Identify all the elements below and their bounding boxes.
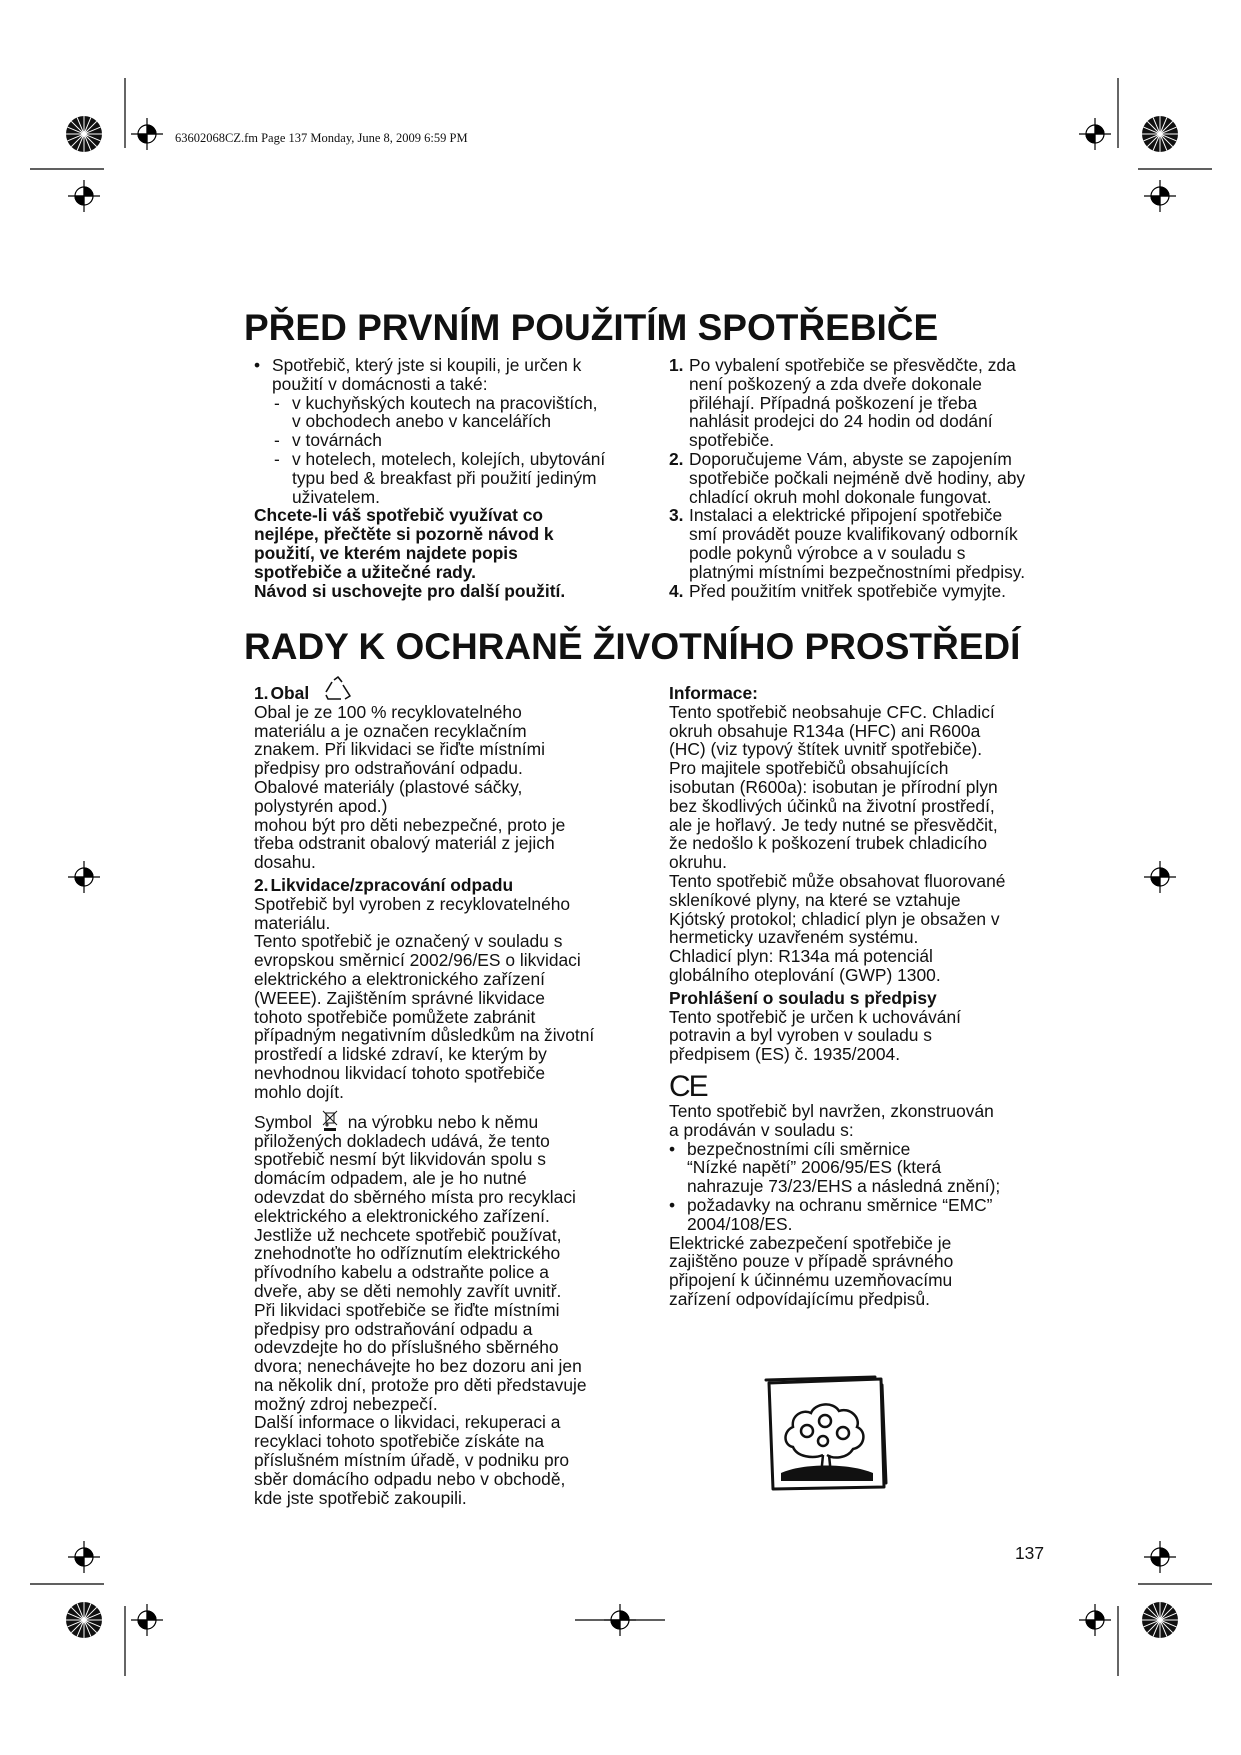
text-line: Tento spotřebič je určen k uchovávání bbox=[669, 1006, 961, 1027]
heading-number: 2. bbox=[254, 874, 269, 895]
bullet-marker: • bbox=[254, 355, 261, 375]
text-line: Po vybalení spotřebiče se přesvědčte, zda bbox=[689, 355, 1016, 375]
numbered-item bbox=[669, 356, 1069, 450]
text-line: Chladicí plyn: R134a má potenciál bbox=[669, 946, 933, 967]
text-line: Obal je ze 100 % recyklovatelného bbox=[254, 701, 522, 722]
electrical-safety-paragraph bbox=[669, 1234, 1069, 1309]
bullet-marker: • bbox=[669, 1138, 676, 1159]
text-line: podle pokynů výrobce a v souladu s bbox=[689, 542, 966, 563]
section-title-before-first-use: PŘED PRVNÍM POUŽITÍM SPOTŘEBIČE bbox=[244, 307, 939, 348]
section2-left-column bbox=[254, 684, 634, 1507]
text-line: nahlásit prodejci do 24 hodin od dodání bbox=[689, 411, 993, 432]
text-line: polystyrén apod.) bbox=[254, 795, 388, 816]
text-line: Jestliže už nechcete spotřebič používat, bbox=[254, 1224, 562, 1245]
text-line: Instalaci a elektrické připojení spotřebiče bbox=[689, 505, 1003, 526]
dash-item bbox=[254, 431, 634, 450]
numbered-item bbox=[669, 506, 1069, 581]
bullet-marker: • bbox=[669, 1194, 676, 1215]
text-line: domácím odpadem, ale je ho nutné bbox=[254, 1168, 527, 1189]
text-line: dvora; nenechávejte ho bez dozoru ani jen bbox=[254, 1356, 582, 1377]
text-line: globálního oteplování (GWP) 1300. bbox=[669, 964, 941, 985]
numbered-item bbox=[669, 450, 1069, 506]
text-line: Před použitím vnitřek spotřebiče vymyjte. bbox=[689, 580, 1007, 601]
text-line: skleníkové plyny, na které se vztahuje bbox=[669, 889, 961, 910]
text-line: Další informace o likvidaci, rekuperaci a bbox=[254, 1412, 561, 1433]
text-line: že nedošlo k poškození trubek chladicího bbox=[669, 833, 988, 854]
packaging-heading bbox=[254, 684, 634, 703]
text-line: použití, ve kterém najdete popis bbox=[254, 542, 518, 563]
item-number: 1. bbox=[669, 355, 684, 375]
text-line: Tento spotřebič je označený v souladu s bbox=[254, 931, 563, 952]
declaration-heading: Prohlášení o souladu s předpisy bbox=[669, 987, 937, 1008]
text-line: Spotřebič, který jste si koupili, je určen k bbox=[272, 355, 582, 375]
text-line: v obchodech anebo v kancelářích bbox=[292, 411, 552, 432]
text-line: přiléhají. Případná poškození je třeba bbox=[689, 392, 978, 413]
text-line: ale je hořlavý. Je tedy nutné se přesvědčit, bbox=[669, 814, 998, 835]
crossed-bin-icon bbox=[321, 1110, 339, 1132]
text-line: nejlépe, přečtěte si pozorně návod k bbox=[254, 524, 554, 545]
disposal-paragraph bbox=[254, 895, 634, 1102]
text-line: Tento spotřebič byl navržen, zkonstruován bbox=[669, 1100, 994, 1121]
text-line: v hotelech, motelech, kolejích, ubytování bbox=[292, 448, 606, 469]
text-line: materiálu. bbox=[254, 912, 331, 933]
dash-item bbox=[254, 450, 634, 506]
text-line: znakem. Při likvidaci se řiďte místními bbox=[254, 739, 545, 760]
text-line: (HC) (viz typový štítek uvnitř spotřebiče). bbox=[669, 739, 983, 760]
heading-number: 1. bbox=[254, 683, 269, 703]
heading-text: Obal bbox=[270, 683, 310, 703]
numbered-item bbox=[669, 582, 1069, 601]
text-line: nevhodnou likvidací tohoto spotřebiče bbox=[254, 1062, 546, 1083]
text-line: předpisem (ES) č. 1935/2004. bbox=[669, 1044, 901, 1065]
text-line: smí provádět pouze kvalifikovaný odborník bbox=[689, 524, 1018, 545]
file-info-header: 63602068CZ.fm Page 137 Monday, June 8, 2009 6:59 PM bbox=[175, 131, 468, 145]
dash-marker: - bbox=[274, 448, 280, 469]
item-number: 2. bbox=[669, 448, 684, 469]
text-line: okruhu. bbox=[669, 852, 728, 873]
text-line: není poškozený a zda dveře dokonale bbox=[689, 373, 982, 394]
text-line: typu bed & breakfast při použití jediným bbox=[292, 467, 597, 488]
dash-item bbox=[254, 394, 634, 432]
dash-marker: - bbox=[274, 430, 280, 451]
text-line: 2004/108/ES. bbox=[687, 1213, 793, 1234]
disposal-heading bbox=[254, 876, 634, 895]
text-line: (WEEE). Zajištěním správné likvidace bbox=[254, 987, 545, 1008]
text-line: elektrického a elektronického zařízení bbox=[254, 968, 545, 989]
info-paragraph bbox=[669, 703, 1069, 759]
text-line: bez škodlivých účinků na životní prostředí, bbox=[669, 795, 995, 816]
environment-tree-icon bbox=[763, 1375, 889, 1493]
text-line: přívodního kabelu a odstraňte police a bbox=[254, 1262, 549, 1283]
text-line: v kuchyňských koutech na pracovištích, bbox=[292, 392, 598, 413]
text-line: Návod si uschovejte pro další použití. bbox=[254, 580, 566, 601]
section2-right-column bbox=[669, 684, 1069, 1309]
intended-use-bullet bbox=[254, 356, 634, 394]
text-line: připojení k účinnému uzemňovacímu bbox=[669, 1270, 953, 1291]
text-line: případným negativním důsledkům na životní bbox=[254, 1025, 595, 1046]
text-line: okruh obsahuje R134a (HFC) ani R600a bbox=[669, 720, 981, 741]
text-line: Spotřebič byl vyroben z recyklovatelného bbox=[254, 893, 571, 914]
text-line: spotřebič nesmí být likvidován spolu s bbox=[254, 1149, 546, 1170]
packaging-paragraph bbox=[254, 703, 634, 872]
text-line: zajištěno pouze v případě správného bbox=[669, 1251, 954, 1272]
text-line: Elektrické zabezpečení spotřebiče je bbox=[669, 1232, 952, 1253]
text-line: nahrazuje 73/23/EHS a následná znění); bbox=[687, 1176, 1001, 1197]
fluorinated-gas-paragraph bbox=[669, 872, 1069, 985]
text-line: v továrnách bbox=[292, 430, 382, 451]
read-manual-note bbox=[254, 506, 634, 600]
text-line: mohou být pro děti nebezpečné, proto je bbox=[254, 814, 566, 835]
text-line: znehodnoťte ho odříznutím elektrického bbox=[254, 1243, 561, 1264]
section1-right-column bbox=[669, 356, 1069, 600]
text-line: spotřebiče a užitečné rady. bbox=[254, 561, 476, 582]
text-line: bezpečnostními cíli směrnice bbox=[687, 1138, 911, 1159]
text-line: spotřebiče. bbox=[689, 430, 775, 451]
ce-bullet-item bbox=[669, 1196, 1069, 1234]
ce-mark-icon: CE bbox=[669, 1069, 707, 1103]
item-number: 3. bbox=[669, 505, 684, 526]
text-line: předpisy pro odstraňování odpadu. bbox=[254, 758, 523, 779]
text-line: materiálu a je označen recyklačním bbox=[254, 720, 527, 741]
text-line: uživatelem. bbox=[292, 486, 380, 507]
text-line: prostředí a lidské zdraví, ke kterým by bbox=[254, 1044, 547, 1065]
text-line: recyklaci tohoto spotřebiče získáte na bbox=[254, 1431, 544, 1452]
text-line: zařízení odpovídajícímu předpisů. bbox=[669, 1288, 931, 1309]
text-line: odevzdejte ho do příslušného sběrného bbox=[254, 1337, 559, 1358]
text-line: a prodáván v souladu s: bbox=[669, 1119, 854, 1140]
text-line: hermeticky uzavřeném systému. bbox=[669, 927, 919, 948]
text-line: evropskou směrnicí 2002/96/ES o likvidaci bbox=[254, 950, 581, 971]
text-line: mohlo dojít. bbox=[254, 1081, 344, 1102]
text-line: sběr domácího odpadu nebo v obchodě, bbox=[254, 1468, 566, 1489]
text-line: kde jste spotřebič zakoupili. bbox=[254, 1487, 467, 1508]
section1-left-column bbox=[254, 356, 634, 600]
text-line: Tento spotřebič může obsahovat fluorované bbox=[669, 870, 1006, 891]
recycle-icon bbox=[323, 676, 353, 702]
text-line: isobutan (R600a): isobutan je přírodní plyn bbox=[669, 776, 998, 797]
page-number: 137 bbox=[1015, 1543, 1045, 1563]
text-line: platnými místními bezpečnostními předpisy. bbox=[689, 561, 1026, 582]
text-line: přiložených dokladech udává, že tento bbox=[254, 1130, 550, 1151]
text-line: na několik dní, protože pro děti představuje bbox=[254, 1374, 587, 1395]
text-line: použití v domácnosti a také: bbox=[272, 373, 488, 394]
text-span: Symbol bbox=[254, 1111, 312, 1132]
text-line: Chcete-li váš spotřebič využívat co bbox=[254, 505, 543, 526]
text-span: na výrobku nebo k němu bbox=[347, 1111, 539, 1132]
text-line: Kjótský protokol; chladicí plyn je obsažen v bbox=[669, 908, 1000, 929]
dash-marker: - bbox=[274, 392, 280, 413]
text-line: tohoto spotřebiče pomůžete zabránit bbox=[254, 1006, 536, 1027]
ce-bullet-item bbox=[669, 1140, 1069, 1196]
text-line: dveře, aby se děti nemohly zavřít uvnitř. bbox=[254, 1280, 562, 1301]
text-line: předpisy pro odstraňování odpadu a bbox=[254, 1318, 533, 1339]
text-line: potravin a byl vyroben v souladu s bbox=[669, 1025, 932, 1046]
text-line: “Nízké napětí” 2006/95/ES (která bbox=[687, 1157, 942, 1178]
declaration-paragraph bbox=[669, 1008, 1069, 1064]
text-line: třeba odstranit obalový materiál z jejich bbox=[254, 833, 555, 854]
text-line: dosahu. bbox=[254, 852, 316, 873]
text-line: chladící okruh mohl dokonale fungovat. bbox=[689, 486, 992, 507]
info-heading: Informace: bbox=[669, 683, 758, 703]
weee-symbol-line bbox=[254, 1110, 634, 1132]
isobutane-paragraph bbox=[669, 759, 1069, 872]
text-line: Obalové materiály (plastové sáčky, bbox=[254, 776, 523, 797]
text-line: odevzdat do sběrného místa pro recyklaci bbox=[254, 1186, 576, 1207]
item-number: 4. bbox=[669, 580, 684, 601]
text-line: Tento spotřebič neobsahuje CFC. Chladicí bbox=[669, 701, 995, 722]
ce-paragraph bbox=[669, 1102, 1069, 1140]
text-line: Doporučujeme Vám, abyste se zapojením bbox=[689, 448, 1012, 469]
text-line: příslušném místním úřadě, v podniku pro bbox=[254, 1450, 570, 1471]
text-line: spotřebiče počkali nejméně dvě hodiny, aby bbox=[689, 467, 1026, 488]
text-line: požadavky na ochranu směrnice “EMC” bbox=[687, 1194, 993, 1215]
text-line: Pro majitele spotřebičů obsahujících bbox=[669, 758, 949, 779]
text-line: Při likvidaci spotřebiče se řiďte místními bbox=[254, 1299, 560, 1320]
section-title-environment: RADY K OCHRANĚ ŽIVOTNÍHO PROSTŘEDÍ bbox=[244, 626, 1021, 667]
weee-paragraph bbox=[254, 1132, 634, 1508]
text-line: elektrického a elektronického zařízení. bbox=[254, 1205, 550, 1226]
text-line: možný zdroj nebezpečí. bbox=[254, 1393, 438, 1414]
heading-text: Likvidace/zpracování odpadu bbox=[270, 874, 514, 895]
